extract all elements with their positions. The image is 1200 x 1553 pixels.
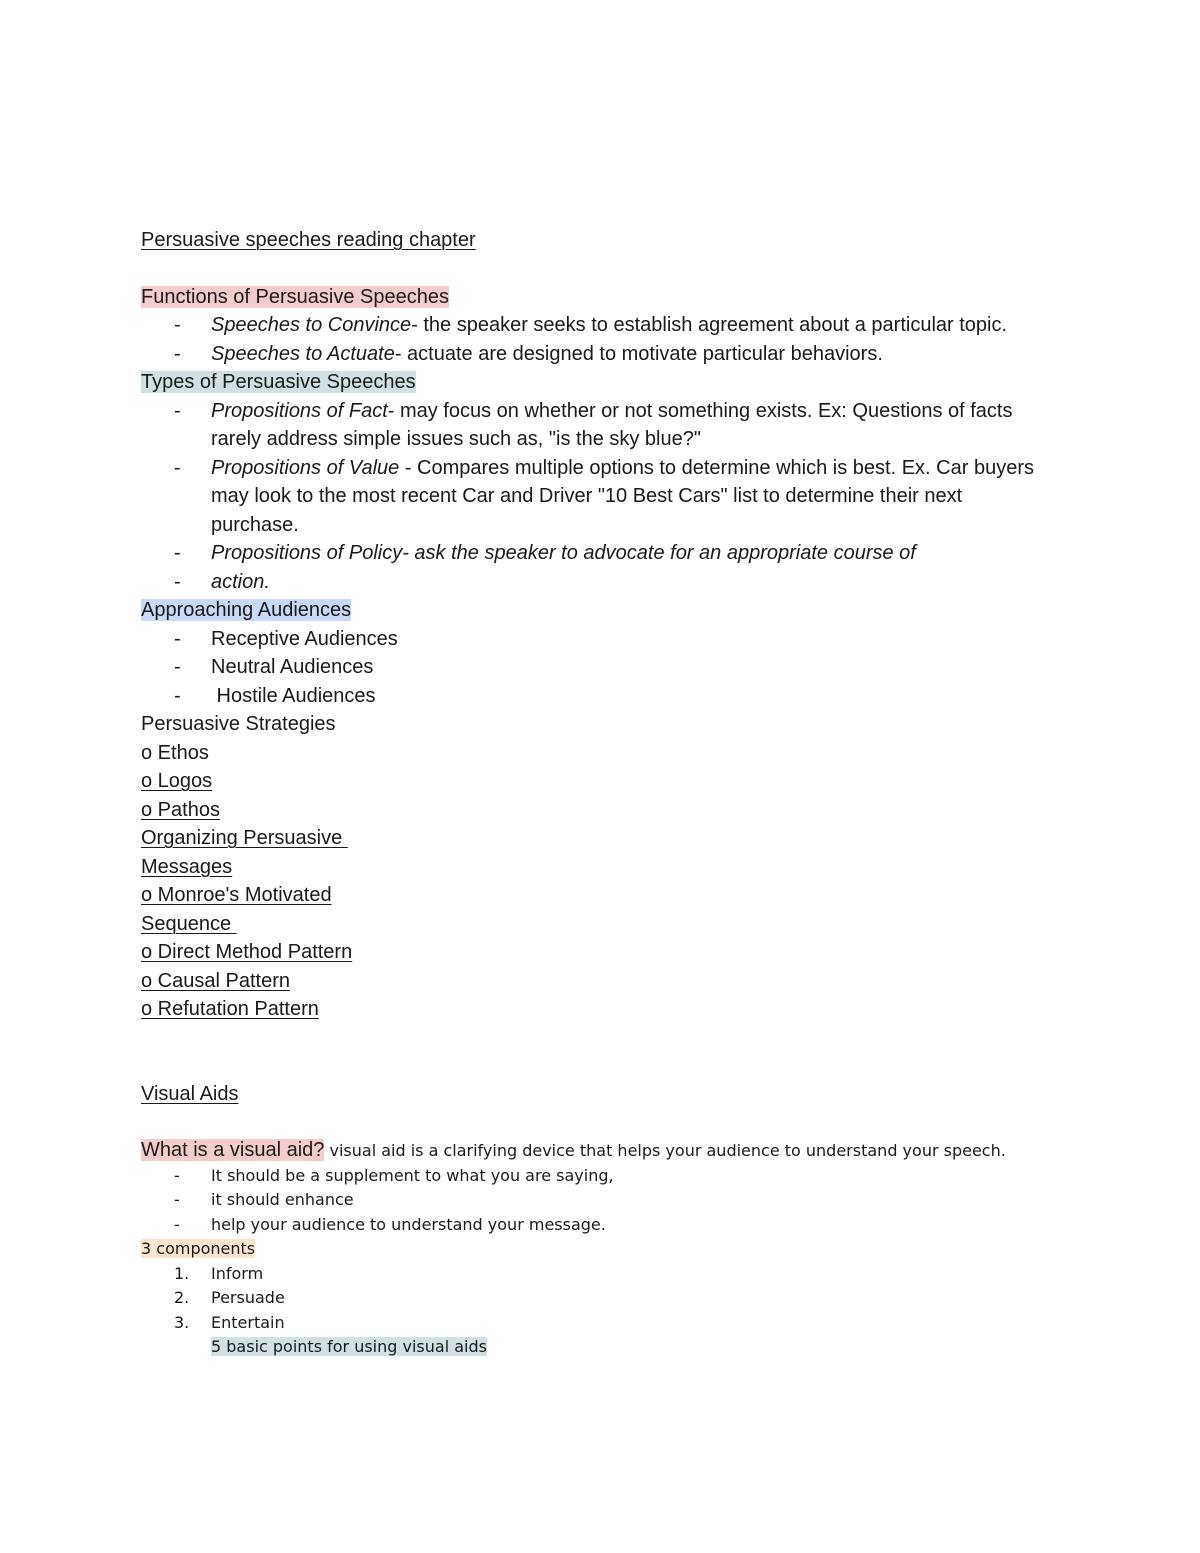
strategy-line: Sequence <box>141 912 237 935</box>
strategy-line: Organizing Persuasive <box>141 827 348 849</box>
list-item: - Propositions of Fact- may focus on whether or not something exists. Ex: Questions of facts rarely address simple issues such as, "is the sky blue?" <box>174 399 1013 450</box>
strategy-line: Messages <box>141 855 233 878</box>
strategy-line: o Refutation Pattern <box>141 998 319 1020</box>
numbered-item: 1. Inform <box>174 1263 264 1283</box>
strategy-line: o Monroe's Motivated <box>141 884 332 906</box>
list-item: - It should be a supplement to what you are saying, <box>174 1165 614 1185</box>
strategy-line: o Direct Method Pattern <box>141 941 353 963</box>
section-heading-strategies: Persuasive Strategies <box>141 713 336 735</box>
list-item: - Receptive Audiences <box>174 627 398 650</box>
document-page <box>141 226 1041 1360</box>
strategy-ethos: o Ethos <box>141 741 209 764</box>
list-item: - it should enhance <box>174 1190 354 1209</box>
components-heading: 3 components <box>141 1239 256 1258</box>
numbered-item: 3. Entertain <box>174 1312 285 1332</box>
list-item: - Neutral Audiences <box>174 656 374 678</box>
list-item: - Propositions of Policy- ask the speaker to advocate for an appropriate course of <box>174 542 916 564</box>
list-item: - Hostile Audiences <box>174 684 376 707</box>
visual-aid-definition: What is a visual aid? visual aid is a clarifying device that helps your audience to understand your speech. <box>141 1139 1006 1161</box>
list-item: - Propositions of Value - Compares multiple options to determine which is best. Ex. Car buyers may look to the most recent Car and Driver "10 Best Cars" list to determine their next purchase. <box>174 456 1034 536</box>
list-item: - Speeches to Convince- the speaker seeks to establish agreement about a particular topic. <box>174 314 1008 336</box>
numbered-item: 2. Persuade <box>174 1288 285 1307</box>
strategy-line: o Pathos <box>141 798 220 821</box>
strategy-line: o Causal Pattern <box>141 969 290 992</box>
list-item: - Speeches to Actuate- actuate are designed to motivate particular behaviors. <box>174 342 883 365</box>
list-item: - help your audience to understand your message. <box>174 1214 606 1234</box>
document-title: Persuasive speeches reading chapter <box>141 229 476 251</box>
section-heading-types: Types of Persuasive Speeches <box>141 371 416 393</box>
basic-points-heading: 5 basic points for using visual aids <box>211 1337 487 1356</box>
section-heading-visual-aids: Visual Aids <box>141 1082 239 1105</box>
section-heading-audiences: Approaching Audiences <box>141 599 352 621</box>
strategy-line: o Logos <box>141 770 213 792</box>
section-heading-functions: Functions of Persuasive Speeches <box>141 285 449 308</box>
list-item: - action. <box>174 570 270 593</box>
